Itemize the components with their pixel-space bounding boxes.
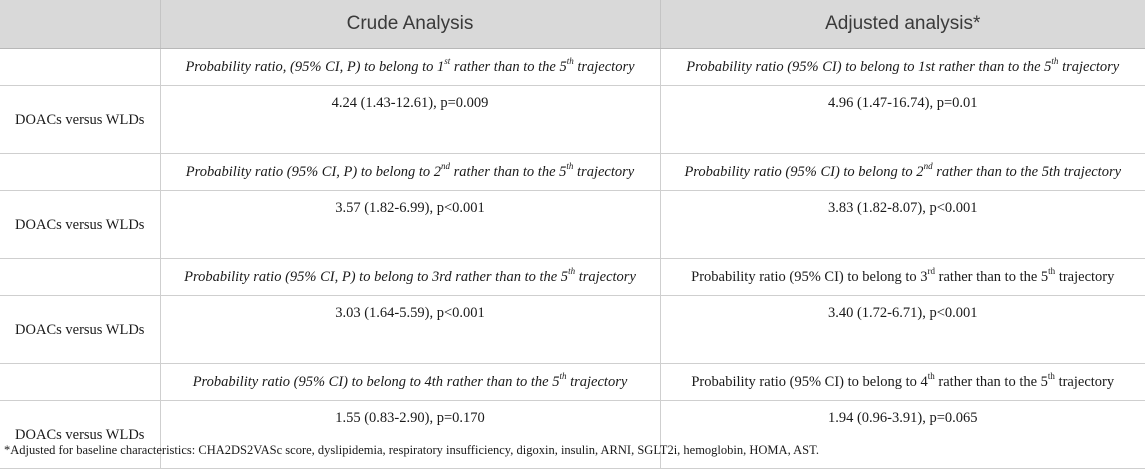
- header-crude-analysis: Crude Analysis: [160, 0, 660, 49]
- header-empty-cell: [0, 0, 160, 49]
- adjusted-probability-label: Probability ratio (95% CI) to belong to 4th rather than to the 5th trajectory: [660, 364, 1145, 401]
- table-header-row: [0, 0, 1145, 49]
- crude-value: 3.57 (1.82-6.99), p<0.001: [160, 191, 660, 259]
- crude-value: 3.03 (1.64-5.59), p<0.001: [160, 296, 660, 364]
- table-subheader-row: [0, 49, 1145, 86]
- adjusted-value: 3.83 (1.82-8.07), p<0.001: [660, 191, 1145, 259]
- crude-probability-label: Probability ratio (95% CI, P) to belong to 3rd rather than to the 5th trajectory: [160, 259, 660, 296]
- header-adjusted-analysis: Adjusted analysis*: [660, 0, 1145, 49]
- comparison-label: DOACs versus WLDs: [0, 86, 160, 154]
- table-row: [0, 86, 1145, 154]
- adjusted-probability-label: Probability ratio (95% CI) to belong to 2nd rather than to the 5th trajectory: [660, 154, 1145, 191]
- adjusted-value: 3.40 (1.72-6.71), p<0.001: [660, 296, 1145, 364]
- adjusted-value: 1.94 (0.96-3.91), p=0.065: [660, 401, 1145, 469]
- comparison-label: DOACs versus WLDs: [0, 191, 160, 259]
- empty-cell: [0, 154, 160, 191]
- table-subheader-row: [0, 259, 1145, 296]
- empty-cell: [0, 49, 160, 86]
- table-row: [0, 191, 1145, 259]
- comparison-label: DOACs versus WLDs: [0, 296, 160, 364]
- empty-cell: [0, 364, 160, 401]
- table-subheader-row: [0, 364, 1145, 401]
- comparison-label: DOACs versus WLDs: [0, 401, 160, 469]
- table-row: [0, 296, 1145, 364]
- crude-probability-label: Probability ratio, (95% CI, P) to belong to 1st rather than to the 5th trajectory: [160, 49, 660, 86]
- crude-value: 1.55 (0.83-2.90), p=0.170: [160, 401, 660, 469]
- table-footnote: *Adjusted for baseline characteristics: CHA2DS2VASc score, dyslipidemia, respiratory insufficiency, digoxin, insulin, ARNI, SGLT2i, hemoglobin, HOMA, AST.: [4, 443, 819, 457]
- adjusted-value: 4.96 (1.47-16.74), p=0.01: [660, 86, 1145, 154]
- table-row: [0, 401, 1145, 469]
- crude-probability-label: Probability ratio (95% CI, P) to belong to 2nd rather than to the 5th trajectory: [160, 154, 660, 191]
- adjusted-probability-label: Probability ratio (95% CI) to belong to 3rd rather than to the 5th trajectory: [660, 259, 1145, 296]
- adjusted-probability-label: Probability ratio (95% CI) to belong to 1st rather than to the 5th trajectory: [660, 49, 1145, 86]
- empty-cell: [0, 259, 160, 296]
- table-subheader-row: [0, 154, 1145, 191]
- crude-value: 4.24 (1.43-12.61), p=0.009: [160, 86, 660, 154]
- crude-probability-label: Probability ratio (95% CI) to belong to 4th rather than to the 5th trajectory: [160, 364, 660, 401]
